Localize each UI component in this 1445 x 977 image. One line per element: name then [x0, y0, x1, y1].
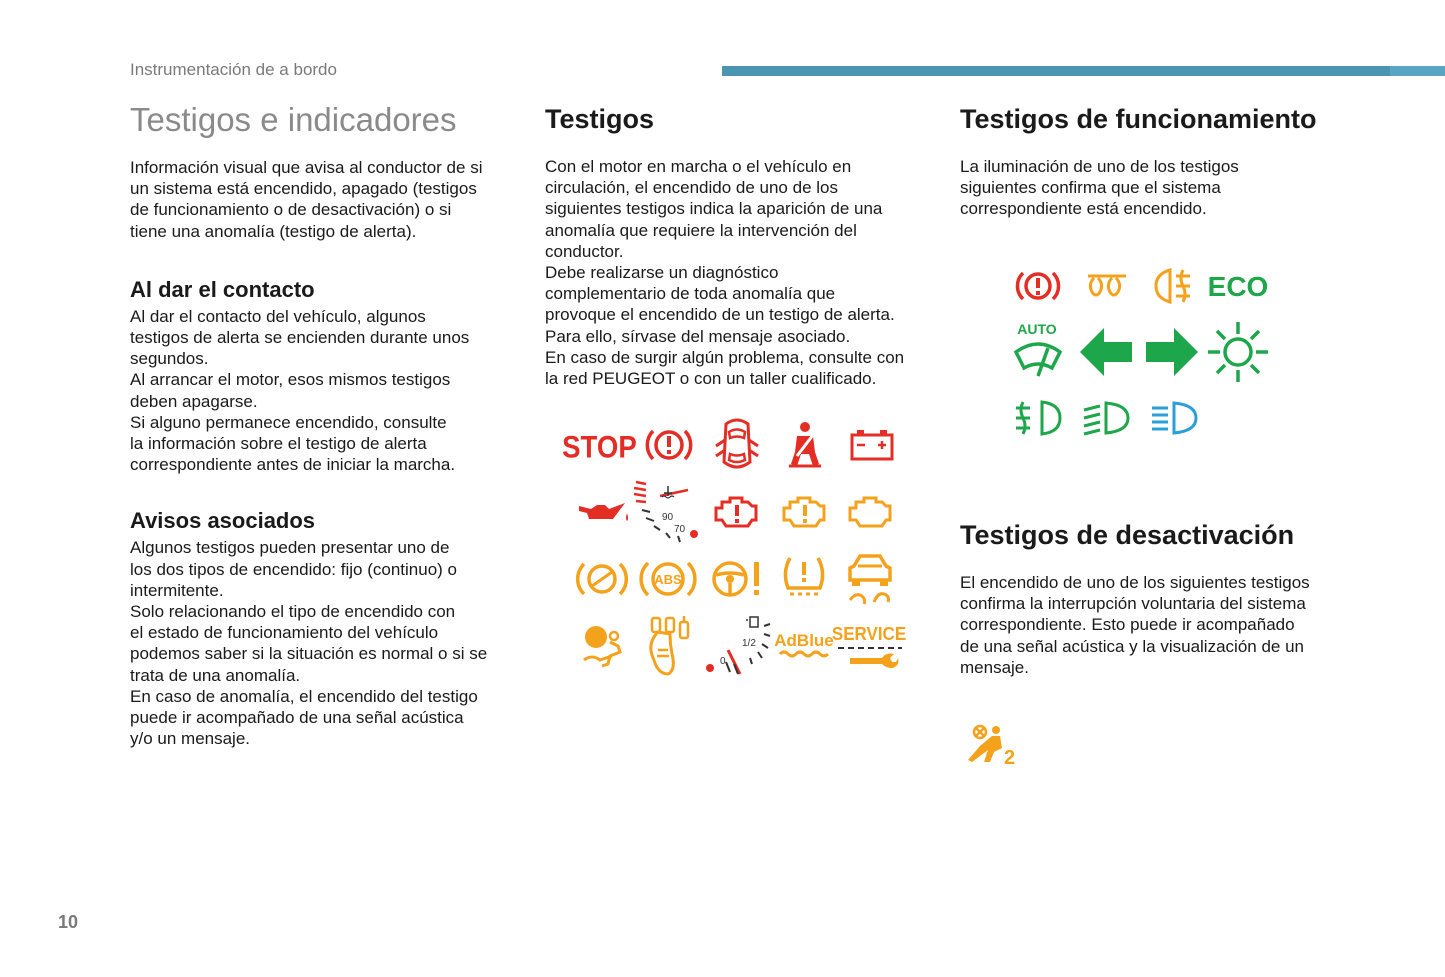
- stability-control-icon: [844, 550, 896, 608]
- auto-label: AUTO: [1017, 321, 1057, 337]
- column-funcionamiento: [960, 100, 1380, 220]
- seatbelt-warning-icon: [785, 420, 825, 470]
- preheating-icon: [1084, 270, 1130, 302]
- service-icon: [831, 620, 907, 676]
- engine-self-diagnosis-icon: [846, 494, 896, 530]
- stop-label: STOP: [562, 429, 637, 465]
- desactivacion-line: El encendido de uno de los siguientes testigos: [960, 573, 1310, 592]
- passenger-seat-label: 2: [1004, 747, 1016, 769]
- temp-70-label: 70: [674, 524, 686, 535]
- passenger-airbag-off-icon: [966, 722, 1022, 768]
- front-foglamps-icon: [1014, 398, 1064, 438]
- foot-on-brake-icon: [642, 614, 698, 680]
- adblue-icon: [774, 628, 836, 662]
- testigos-line: complementario de toda anomalía que: [545, 284, 836, 304]
- abs-warning-icon: [640, 556, 696, 602]
- desactivacion-line: de una señal acústica y la visualización de un: [960, 636, 1304, 656]
- testigos-line: En caso de surgir algún problema, consulte con: [545, 347, 905, 367]
- tyre-pressure-icon: [780, 552, 828, 602]
- door-open-icon: [714, 416, 760, 474]
- testigos-line: Para ello, sírvase del mensaje asociado.: [545, 326, 851, 346]
- intro-line: de funcionamiento o de desactivación) o si: [130, 200, 452, 220]
- eco-label: ECO: [1207, 271, 1269, 302]
- avisos-line: y/o un mensaje.: [130, 729, 251, 749]
- column-intro: [130, 100, 520, 749]
- intro-line: tiene una anomalía (testigo de alerta).: [130, 221, 417, 241]
- testigos-line: anomalía que requiere la intervención del: [545, 220, 857, 240]
- contacto-line: deben apagarse.: [130, 391, 258, 411]
- airbag-fault-icon: [578, 622, 628, 670]
- desactivacion-paragraph: [960, 572, 1380, 678]
- funcionamiento-line: La iluminación de uno de los testigos: [960, 157, 1239, 176]
- testigos-line: Con el motor en marcha o el vehículo en: [545, 157, 852, 176]
- testigos-line: Debe realizarse un diagnóstico: [545, 263, 779, 283]
- intro-line: Información visual que avisa al conductor de si: [130, 158, 483, 177]
- contacto-paragraph: [130, 306, 520, 476]
- funcionamiento-line: siguientes confirma que el sistema: [960, 178, 1221, 198]
- auto-wiping-icon: [1010, 318, 1066, 380]
- contacto-line: Al dar el contacto del vehículo, algunos: [130, 306, 426, 326]
- engine-fault-orange-icon: [780, 494, 830, 530]
- funcionamiento-paragraph: [960, 156, 1380, 220]
- sidelamps-icon: [1206, 320, 1270, 384]
- main-beam-icon: [1150, 400, 1200, 436]
- desactivacion-heading: Testigos de desactivación: [960, 520, 1295, 550]
- abs-label: ABS: [654, 572, 682, 587]
- fuel-zero-label: 0: [720, 656, 726, 667]
- avisos-line: puede ir acompañado de una señal acústica: [130, 708, 464, 728]
- contacto-line: correspondiente antes de iniciar la marcha.: [130, 455, 456, 475]
- desactivacion-line: correspondiente. Esto puede ir acompañado: [960, 615, 1295, 635]
- avisos-line: Algunos testigos pueden presentar uno de: [130, 538, 450, 558]
- coolant-temperature-icon: [628, 480, 702, 548]
- avisos-line: los dos tipos de encendido: fijo (continuo) o: [130, 559, 457, 579]
- stop-warning-icon: [562, 425, 637, 465]
- contacto-line: testigos de alerta se encienden durante unos: [130, 328, 470, 348]
- contacto-heading: Al dar el contacto: [130, 276, 315, 302]
- header-section-label: Instrumentación de a bordo: [130, 60, 337, 79]
- intro-line: un sistema está encendido, apagado (testigos: [130, 179, 477, 199]
- avisos-line: intermitente.: [130, 580, 224, 600]
- engine-fault-red-icon: [712, 494, 762, 530]
- contacto-line: Si alguno permanece encendido, consulte: [130, 412, 447, 432]
- header-accent-bar: [722, 66, 1445, 76]
- power-steering-fault-icon: [710, 556, 764, 602]
- testigos-line: circulación, el encendido de uno de los: [545, 178, 838, 198]
- column-testigos: [545, 100, 935, 389]
- page-title: Testigos e indicadores: [130, 101, 457, 138]
- contacto-line: segundos.: [130, 349, 209, 369]
- brake-warning-red-icon: [644, 422, 694, 468]
- funcionamiento-line: correspondiente está encendido.: [960, 199, 1207, 219]
- testigos-line: la red PEUGEOT o con un taller cualificado.: [545, 369, 877, 389]
- funcionamiento-heading: Testigos de funcionamiento: [960, 104, 1317, 134]
- adblue-label: AdBlue: [774, 631, 834, 650]
- avisos-line: el estado de funcionamiento del vehículo: [130, 623, 439, 643]
- turn-right-indicator-icon: [1144, 326, 1200, 378]
- temp-90-label: 90: [662, 512, 674, 523]
- desactivacion-line: mensaje.: [960, 657, 1029, 677]
- service-label: SERVICE: [831, 623, 907, 644]
- contacto-line: la información sobre el testigo de alerta: [130, 434, 427, 454]
- testigos-heading: Testigos: [545, 104, 655, 134]
- testigos-line: provoque el encendido de un testigo de alerta.: [545, 305, 895, 325]
- oil-pressure-icon: [575, 497, 631, 527]
- contacto-line: Al arrancar el motor, esos mismos testigos: [130, 370, 451, 390]
- avisos-paragraph: [130, 537, 520, 749]
- eco-stop-start-icon: [1204, 266, 1272, 306]
- fuel-half-label: 1/2: [742, 638, 756, 649]
- intro-paragraph: [130, 157, 520, 242]
- desactivacion-line: confirma la interrupción voluntaria del sistema: [960, 594, 1306, 614]
- brake-warning-red-small-icon: [1014, 266, 1062, 306]
- testigos-paragraph: [545, 156, 935, 389]
- avisos-line: trata de una anomalía.: [130, 665, 301, 685]
- turn-left-indicator-icon: [1078, 326, 1134, 378]
- avisos-line: podemos saber si la situación es normal o si se: [130, 644, 488, 664]
- avisos-heading: Avisos asociados: [130, 508, 316, 534]
- avisos-line: Solo relacionando el tipo de encendido con: [130, 602, 456, 622]
- dipped-beam-icon: [1082, 400, 1132, 436]
- fuel-level-icon: [702, 614, 774, 678]
- testigos-line: conductor.: [545, 241, 624, 261]
- parking-brake-fault-icon: [574, 556, 630, 602]
- rear-foglamp-icon: [1152, 266, 1198, 306]
- testigos-line: siguientes testigos indica la aparición de una: [545, 199, 883, 219]
- column-desactivacion: [960, 516, 1380, 678]
- battery-warning-icon: [848, 428, 896, 462]
- avisos-line: En caso de anomalía, el encendido del testigo: [130, 686, 478, 706]
- page-number: 10: [58, 912, 79, 932]
